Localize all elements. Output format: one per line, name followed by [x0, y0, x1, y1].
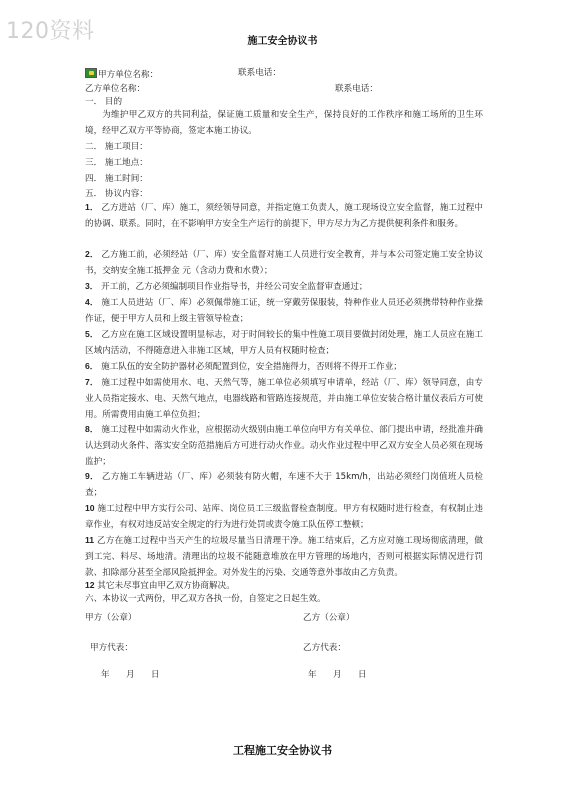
- second-document-title: 工程施工安全协议书: [233, 744, 332, 757]
- item-number: 5．: [85, 329, 99, 339]
- watermark: 120资料: [6, 19, 95, 44]
- section3-heading: 三． 施工地点：: [85, 158, 148, 168]
- item-number: 11: [85, 535, 95, 545]
- item-number: 10: [85, 503, 95, 513]
- section4-heading: 四． 施工时间：: [85, 174, 148, 184]
- agreement-item-7: [85, 374, 483, 423]
- section2-heading: 二． 施工项目：: [85, 142, 148, 152]
- agreement-item-11: [85, 532, 483, 581]
- agreement-item-3: [85, 278, 483, 295]
- item-number: 3．: [85, 281, 99, 291]
- item-text: 施工过程中如需使用水、电、天然气等，施工单位必须填写申请单，经站（厂、库）领导同意，由专业人员指定接水、电、天然气地点，电器线路和管路连接规范，并由施工单位安装合格计量仪表后方可使用。所需费用由施工单位负担；: [85, 378, 484, 420]
- item-text: 其它未尽事宜由甲乙双方协商解决。: [97, 581, 235, 591]
- party-b-phone-label: 联系电话：: [335, 84, 378, 94]
- party-a-seal-label: 甲方（公章）: [85, 613, 137, 623]
- party-a-name-row: [85, 68, 158, 80]
- document-icon: [85, 68, 97, 78]
- section1-body: 为维护甲乙双方的共同利益，保证施工质量和安全生产，保持良好的工作秩序和施工场所的卫生环境，经甲乙双方平等协商，签定本施工协议。: [85, 110, 483, 136]
- party-b-date: 年 月 日: [308, 670, 367, 680]
- item-number: 4．: [85, 297, 99, 307]
- party-a-phone-label: 联系电话：: [238, 68, 281, 78]
- item-text: 乙方施工车辆进站（厂、库）必须装有防火帽，车速不大于 15km/h，出站必须经门岗值班人员检查；: [85, 472, 484, 498]
- item-number: 2．: [85, 249, 99, 259]
- agreement-item-8: [85, 421, 483, 470]
- item-number: 12: [85, 580, 95, 590]
- party-a-name-label: 甲方单位名称：: [98, 70, 159, 80]
- item-number: 8．: [85, 424, 99, 434]
- item-text: 施工队伍的安全防护器材必须配置到位，安全措施得力，否则将不得开工作业；: [101, 362, 402, 372]
- section1-heading: 一． 目的: [85, 97, 123, 107]
- agreement-item-9: [85, 468, 483, 501]
- section6-text: 六、本协议一式两份，甲乙双方各执一份，自签定之日起生效。: [85, 594, 326, 604]
- party-b-representative-label: 乙方代表：: [303, 643, 346, 653]
- item-number: 9．: [85, 471, 99, 481]
- item-number: 6．: [85, 361, 99, 371]
- party-b-name-label: 乙方单位名称：: [85, 84, 146, 94]
- item-text: 乙方应在施工区域设置明显标志，对于时间较长的集中性施工项目要做封闭处理，施工人员应在施工区域内活动，不得随意进入非施工区域，甲方人员有权随时检查；: [85, 330, 484, 356]
- agreement-item-12: [85, 579, 483, 592]
- agreement-item-10: [85, 500, 483, 533]
- item-number: 1．: [85, 202, 99, 212]
- item-text: 施工过程中如需动火作业，应根据动火级别由施工单位向甲方有关单位、部门提出申请，经批准并确认达到动火条件、落实安全防范措施后方可进行动火作业。动火作业过程中甲乙双方安全人员必须在现场监护；: [85, 425, 484, 467]
- agreement-item-1: [85, 199, 483, 232]
- item-text: 乙方进站（厂、库）施工，须经领导同意，并指定施工负责人，施工现场设立安全监督，施工过程中的协调、联系。同时，在不影响甲方安全生产运行的前提下，甲方尽力为乙方提供便利条件和服务。: [85, 203, 484, 229]
- item-text: 乙方在施工过程中当天产生的垃圾尽量当日清理干净。施工结束后，乙方应对施工现场彻底清理，做到工完、料尽、场地清。清理出的垃圾不能随意堆放在甲方管理的场地内，否则可根据实际情况进行罚款、扣除部分甚至全部风险抵押金。对外发生的污染、交通等意外事故由乙方负责。: [85, 536, 483, 578]
- document-title: 施工安全协议书: [247, 36, 318, 47]
- agreement-item-4: [85, 294, 483, 327]
- agreement-item-2: [85, 246, 483, 279]
- item-text: 开工前，乙方必须编制项目作业指导书，并经公司安全监督审查通过；: [101, 282, 368, 292]
- party-a-representative-label: 甲方代表：: [90, 643, 133, 653]
- agreement-item-5: [85, 326, 483, 359]
- agreement-item-6: [85, 358, 483, 375]
- item-number: 7．: [85, 377, 99, 387]
- section5-heading: 五． 协议内容：: [85, 189, 148, 199]
- party-b-seal-label: 乙方（公章）: [303, 613, 355, 623]
- party-a-date: 年 月 日: [101, 670, 160, 680]
- item-text: 施工过程中甲方实行公司、站库、岗位员工三级监督检查制度。甲方有权随时进行检查，有权制止违章作业，有权对违反站安全规定的行为进行处罚或责令施工队伍停工整顿；: [85, 504, 483, 530]
- item-text: 施工人员进站（厂、库）必须佩带施工证，统一穿戴劳保服装，特种作业人员还必须携带特种作业操作证，便于甲方人员和上级主管领导检查；: [85, 298, 484, 324]
- item-text: 乙方施工前，必须经站（厂、库）安全监督对施工人员进行安全教育，并与本公司签定施工安全协议书，交纳安全施工抵押金 元（含动力费和水费）；: [85, 250, 484, 276]
